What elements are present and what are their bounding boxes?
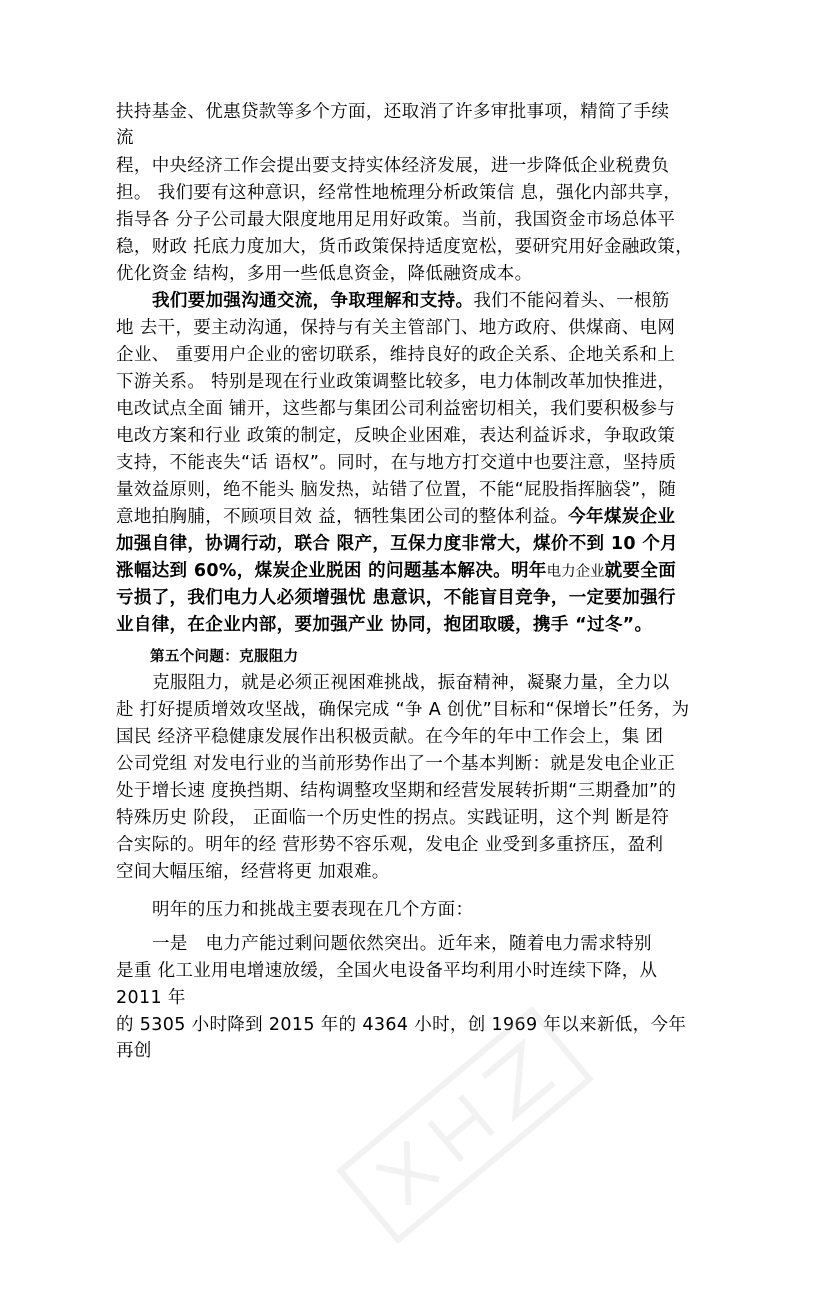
text-line: 电改方案和行业 政策的制定，反映企业困难，表达利益诉求，争取政策 (116, 426, 676, 446)
paragraph-line (152, 288, 716, 315)
text-line: 的 5305 小时降到 2015 年的 4364 小时，创 1969 年以来新低，今年 (116, 1015, 687, 1035)
text-line: 特殊历史 阶段， 正面临一个历史性的拐点。实践证明，这个判 断是符 (116, 808, 670, 828)
text-line: 明年的压力和挑战主要表现在几个方面： (152, 900, 474, 920)
section-heading: 第五个问题：克服阻力 (150, 649, 299, 665)
text-line: 2011 年 (116, 988, 186, 1008)
text-line: 扶持基金、优惠贷款等多个方面，还取消了许多审批事项，精简了手续 (116, 102, 670, 122)
text-line: 一是 电力产能过剩问题依然突出。近年来，随着电力需求特别 (152, 934, 652, 954)
serif-text: 电力企业 (546, 564, 605, 580)
bold-line: 亏损了，我们电力人必须增强忧 患意识，不能盲目竞争，一定要加强行 (116, 588, 676, 608)
text-span: 我们不能闷着头、一根筋 (473, 291, 670, 311)
text-line: 程，中央经济工作会提出要支持实体经济发展，进一步降低企业税费负 (116, 156, 670, 176)
bold-text: 就要全面 (604, 561, 677, 581)
text-line: 合实际的。明年的经 营形势不容乐观，发电企 业受到多重挤压，盈利 (116, 835, 664, 855)
text-line: 下游关系。 特别是现在行业政策调整比较多，电力体制改革加快推进， (116, 372, 676, 392)
bold-heading: 我们要加强沟通交流，争取理解和支持。 (152, 291, 474, 311)
watermark-mark (376, 1141, 439, 1205)
bold-text: 涨幅达到 60%，煤炭企业脱困 的问题基本解决。明年 (116, 561, 547, 581)
text-line: 再创 (116, 1041, 152, 1061)
bold-line (116, 558, 716, 586)
bold-text: 今年煤炭企业 (568, 507, 676, 527)
text-line: 电改试点全面 铺开，这些都与集团公司利益密切相关，我们要积极参与 (116, 399, 676, 419)
text-span: 意地拍胸脯，不顾项目效 益，牺牲集团公司的整体利益。 (116, 507, 569, 527)
text-line: 指导各 分子公司最大限度地用足用好政策。当前，我国资金市场总体平 (116, 210, 676, 230)
watermark-mark (430, 1096, 493, 1160)
text-line: 支持，不能丧失“话 语权”。同时，在与地方打交道中也要注意，坚持质 (116, 453, 677, 473)
text-line: 企业、 重要用户企业的密切联系，维持良好的政企关系、企地关系和上 (116, 345, 676, 365)
text-line: 稳，财政 托底力度加大，货币政策保持适度宽松，要研究用好金融政策， (116, 237, 694, 257)
text-line: 处于增长速 度换挡期、结构调整攻坚期和经营发展转折期“三期叠加”的 (116, 781, 677, 801)
text-line: 流 (116, 128, 134, 148)
text-line: 量效益原则，绝不能头 脑发热，站错了位置，不能“屁股指挥脑袋”，随 (116, 480, 677, 500)
text-line: 担。 我们要有这种意识，经常性地梳理分析政策信 息，强化内部共享， (116, 183, 682, 203)
text-line: 国民 经济平稳健康发展作出积极贡献。在今年的年中工作会上，集 团 (116, 727, 664, 747)
bold-line: 加强自律，协调行动，联合 限产，互保力度非常大，煤价不到 10 个月 (116, 534, 679, 554)
paragraph-line (116, 504, 716, 531)
text-line: 赴 打好提质增效攻坚战，确保完成 “争 A 创优”目标和“保增长”任务，为 (116, 700, 690, 720)
text-line: 优化资金 结构，多用一些低息资金，降低融资成本。 (116, 264, 533, 284)
text-line: 克服阻力，就是必须正视困难挑战，振奋精神，凝聚力量，全力以 (152, 673, 670, 693)
text-line: 地 去干，要主动沟通，保持与有关主管部门、地方政府、供煤商、电网 (116, 318, 676, 338)
text-line: 公司党组 对发电行业的当前形势作出了一个基本判断：就是发电企业正 (116, 754, 676, 774)
text-line: 是重 化工业用电增速放缓，全国火电设备平均利用小时连续下降，从 (116, 961, 658, 981)
bold-line: 业自律，在企业内部，要加强产业 协同，抱团取暖，携手 “过冬”。 (116, 615, 653, 635)
text-line: 空间大幅压缩，经营将更 加艰难。 (116, 862, 390, 882)
